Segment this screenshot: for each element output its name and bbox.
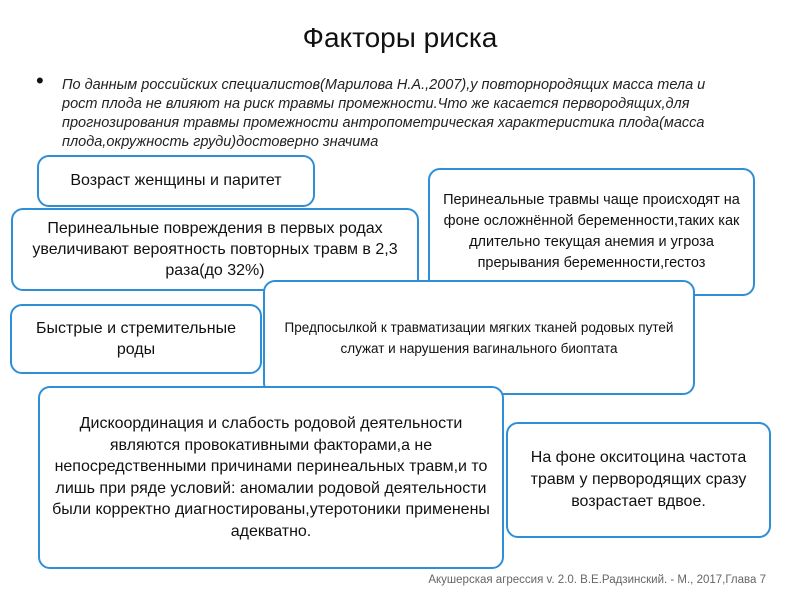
complicated-pregnancy-box [428,168,755,296]
complicated-pregnancy-text: Перинеальные травмы чаще происходят на фоне осложнённой беременности,таких как длительно текущая анемия и угроза прерывания беременности,гестоз [443,192,740,271]
age-parity-box [37,155,315,207]
vaginal-biocenosis-box [263,280,695,395]
bullet-icon: • [36,68,44,93]
oxytocin-text: На фоне окситоцина частота травм у первородящих сразу возрастает вдвое. [530,449,747,510]
discoordination-text: Дискоординация и слабость родовой деятельности являются провокативными факторами,а не непосредственными причинами перинеальных травм,и то лишь при ряде условий: аномалии родовой деятельности были корректно диагностированы,утеротоники применены адекватно. [52,415,490,540]
intro-text: По данным российских специалистов(Марилова Н.А.,2007),у повторнородящих масса тела и рост плода не влияют на риск травмы промежности.Что же касается первородящих,для прогнозирования травмы промежности антропометрическая характеристика плода(масса плода,окружность груди)достоверно значима [62,77,706,150]
fast-labor-box [10,304,262,374]
slide-title: Факторы риска [302,22,498,53]
perineal-damage-text: Перинеальные повреждения в первых родах увеличивают вероятность повторных травм в 2,3 раза(до 32%) [32,220,398,279]
source-citation: Акушерская агрессия v. 2.0. В.Е.Радзинский. - М., 2017,Глава 7 [428,574,766,586]
perineal-damage-box [11,208,419,291]
oxytocin-box [506,422,771,538]
discoordination-box [38,386,504,569]
fast-labor-text: Быстрые и стремительные роды [36,320,236,358]
vaginal-biocenosis-text: Предпосылкой к травматизации мягких тканей родовых путей служат и нарушения вагинального биоптата [284,319,674,356]
age-parity-text: Возраст женщины и паритет [70,172,282,189]
